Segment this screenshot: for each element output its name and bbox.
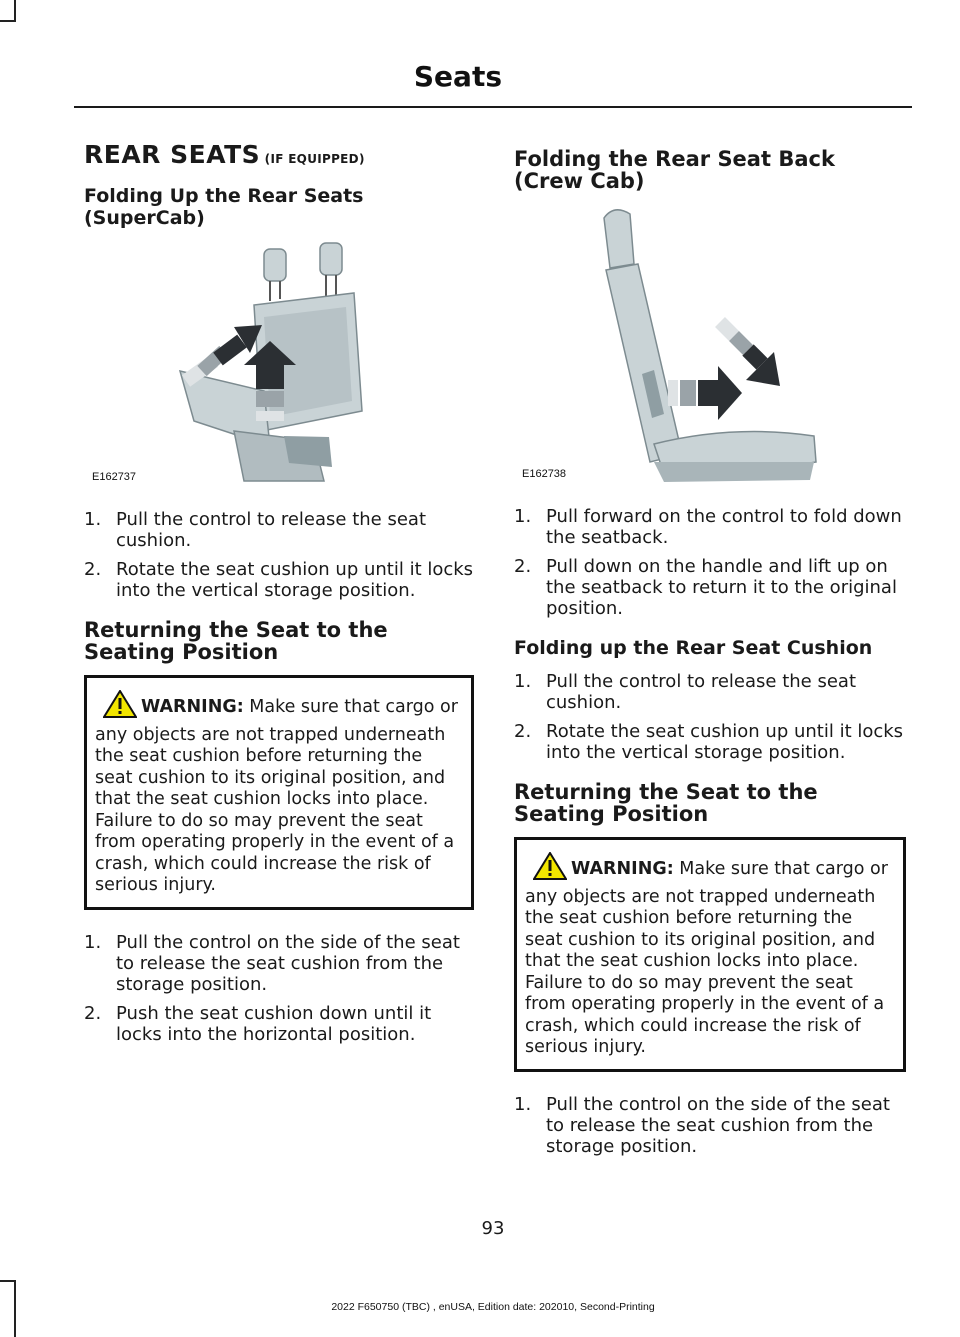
edition-footer: 2022 F650750 (TBC) , enUSA, Edition date: 202010, Second-Printing bbox=[331, 1301, 655, 1313]
steps-folding-cushion bbox=[514, 671, 906, 763]
steps-folding-up bbox=[84, 509, 474, 601]
crop-mark-top-left-v bbox=[14, 0, 16, 22]
warning-label: WARNING: bbox=[141, 697, 244, 717]
figure-code: E162738 bbox=[522, 468, 567, 480]
crop-mark-top-left-h bbox=[0, 20, 16, 22]
left-column bbox=[84, 140, 474, 1063]
header-rule bbox=[74, 106, 912, 108]
steps-returning-right bbox=[514, 1094, 906, 1157]
seat-illustration-1 bbox=[84, 241, 474, 489]
warning-text: Make sure that cargo or any objects are not trapped underneath the seat cushion before returning the seat cushion to its original position, and that the seat cushion locks into place. Failure to do so may prevent the seat from operating properly in the event of a crash, which could increase the risk of serious injury. bbox=[95, 697, 458, 895]
list-item: 1. Pull the control on the side of the seat to release the seat cushion from the storage position. bbox=[514, 1093, 890, 1157]
warning-text: Make sure that cargo or any objects are not trapped underneath the seat cushion before returning the seat cushion to its original position, and that the seat cushion locks into place. Failure to do so may prevent the seat from operating properly in the event of a crash, which could increase the risk of serious injury. bbox=[525, 859, 888, 1057]
list-item: 2. Rotate the seat cushion up until it locks into the vertical storage position. bbox=[514, 721, 904, 763]
right-column bbox=[514, 148, 906, 1175]
figure-crew-cab-seat bbox=[514, 204, 904, 486]
subheading-returning-seat-right: Returning the Seat to the Seating Position bbox=[514, 780, 818, 826]
seat-illustration-2 bbox=[514, 204, 906, 486]
section-title: REAR SEATS (IF EQUIPPED) bbox=[84, 140, 365, 169]
subheading-returning-seat: Returning the Seat to the Seating Position bbox=[84, 618, 388, 664]
figure-supercab-seat bbox=[84, 241, 474, 489]
list-item: 1. Pull the control on the side of the seat to release the seat cushion from the storage position. bbox=[84, 931, 460, 995]
steps-crew-cab bbox=[514, 506, 906, 619]
subheading-crew-cab: Folding the Rear Seat Back (Crew Cab) bbox=[514, 147, 835, 193]
warning-box bbox=[84, 675, 474, 910]
steps-returning bbox=[84, 932, 474, 1045]
list-item: 2. Pull down on the handle and lift up on the seatback to return it to the original position. bbox=[514, 556, 897, 619]
warning-box bbox=[514, 837, 906, 1072]
warning-label: WARNING: bbox=[571, 859, 674, 879]
list-item: 1. Pull the control to release the seat cushion. bbox=[84, 509, 426, 551]
warning-triangle-icon bbox=[533, 852, 567, 887]
page-title: Seats bbox=[413, 60, 502, 93]
list-item: 2. Rotate the seat cushion up until it locks into the vertical storage position. bbox=[84, 559, 474, 601]
figure-code: E162737 bbox=[92, 471, 137, 483]
warning-triangle-icon bbox=[103, 690, 137, 725]
list-item: 2. Push the seat cushion down until it locks into the horizontal position. bbox=[84, 1002, 432, 1045]
list-item: 1. Pull forward on the control to fold down the seatback. bbox=[514, 506, 902, 548]
subheading-supercab: Folding Up the Rear Seats (SuperCab) bbox=[84, 185, 364, 229]
list-item: 1. Pull the control to release the seat cushion. bbox=[514, 671, 856, 713]
page-number: 93 bbox=[481, 1218, 505, 1239]
crop-mark-bottom-left-h bbox=[0, 1280, 16, 1282]
subheading-folding-cushion: Folding up the Rear Seat Cushion bbox=[514, 637, 873, 659]
